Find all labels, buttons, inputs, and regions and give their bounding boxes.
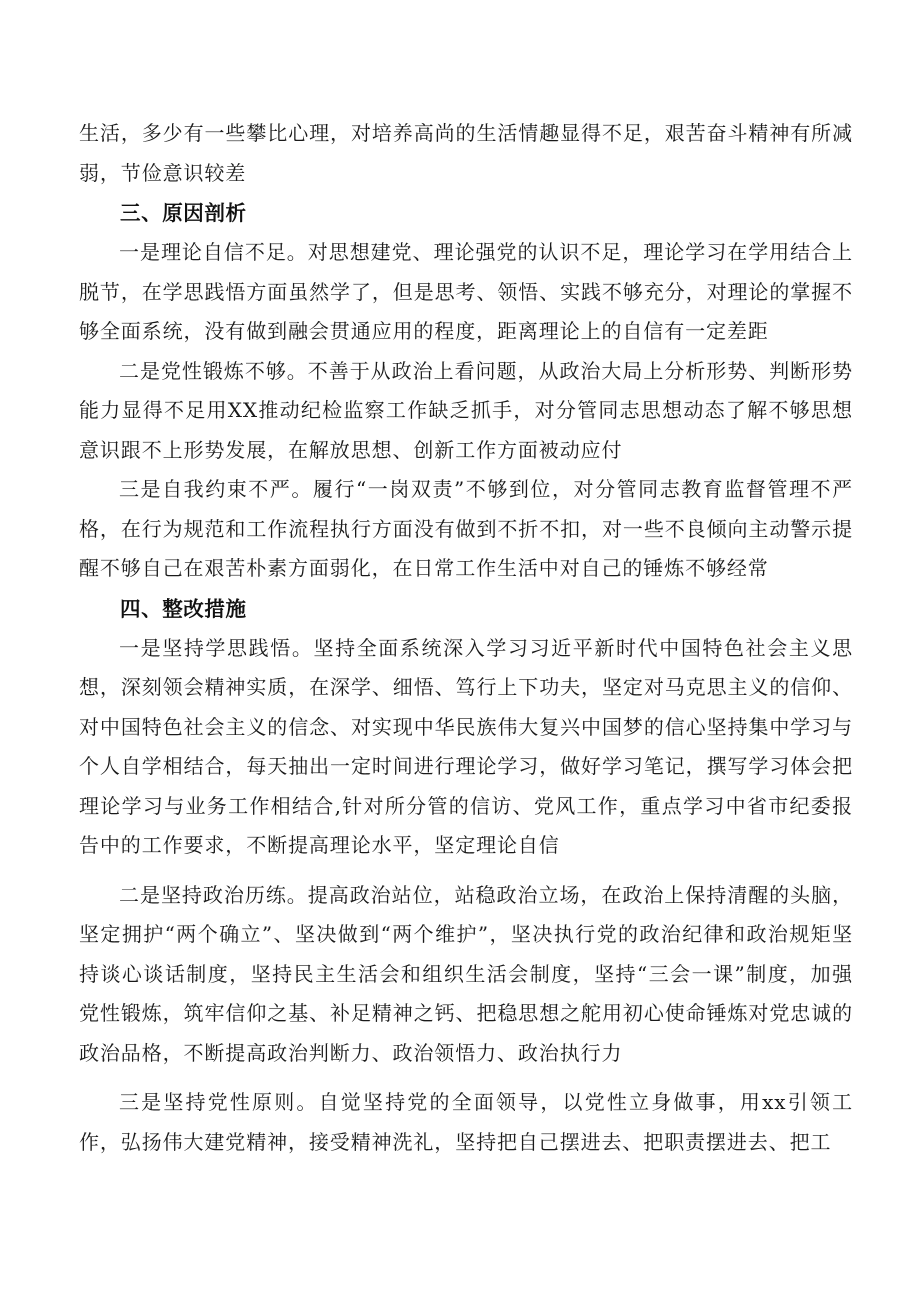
paragraph-continuation: 生活，多少有一些攀比心理，对培养高尚的生活情趣显得不足，艰苦奋斗精神有所减弱，节俭意识较差	[79, 121, 853, 185]
paragraph-study-practice: 一是坚持学思践悟。坚持全面系统深入学习习近平新时代中国特色社会主义思想，深刻领会精神实质，在深学、细悟、笃行上下功夫，坚定对马克思主义的信仰、对中国特色社会主义的信念、对实现中华民族伟大复兴中国梦的信心坚持集中学习与个人自学相结合，每天抽出一定时间进行理论学习，做好学习笔记，撰写学习体会把理论学习与业务工作相结合,针对所分管的信访、党风工作，重点学习中省市纪委报告中的工作要求，不断提高理论水平，坚定理论自信	[79, 635, 853, 857]
paragraph-self-discipline: 三是自我约束不严。履行“一岗双责”不够到位，对分管同志教育监督管理不严格，在行为规范和工作流程执行方面没有做到不折不扣，对一些不良倾向主动警示提醒不够自己在艰苦朴素方面弱化，在日常工作生活中对自己的锤炼不够经常	[79, 477, 853, 580]
paragraph-party-spirit: 二是党性锻炼不够。不善于从政治上看问题，从政治大局上分析形势、判断形势能力显得不足用XX推动纪检监察工作缺乏抓手，对分管同志思想动态了解不够思想意识跟不上形势发展，在解放思想、创新工作方面被动应付	[79, 358, 853, 462]
paragraph-party-principles: 三是坚持党性原则。自觉坚持党的全面领导，以党性立身做事，用xx引领工作，弘扬伟大建党精神，接受精神洗礼，坚持把自己摆进去、把职责摆进去、把工	[79, 1090, 853, 1154]
section-heading-rectification: 四、整改措施	[120, 596, 247, 621]
section-heading-cause-analysis: 三、原因剖析	[120, 201, 247, 225]
paragraph-political-training: 二是坚持政治历练。提高政治站位，站稳政治立场，在政治上保持清醒的头脑，坚定拥护“两个确立”、坚决做到“两个维护”，坚决执行党的政治纪律和政治规矩坚持谈心谈话制度，坚持民主生活会和组织生活会制度，坚持“三会一课”制度，加强党性锻炼，筑牢信仰之基、补足精神之钙、把稳思想之舵用初心使命锤炼对党忠诚的政治品格，不断提高政治判断力、政治领悟力、政治执行力	[79, 882, 853, 1065]
document-body	[79, 114, 853, 1162]
paragraph-theory-confidence: 一是理论自信不足。对思想建党、理论强党的认识不足，理论学习在学用结合上脱节，在学思践悟方面虽然学了，但是思考、领悟、实践不够充分，对理论的掌握不够全面系统，没有做到融会贯通应用的程度，距离理论上的自信有一定差距	[79, 240, 853, 343]
